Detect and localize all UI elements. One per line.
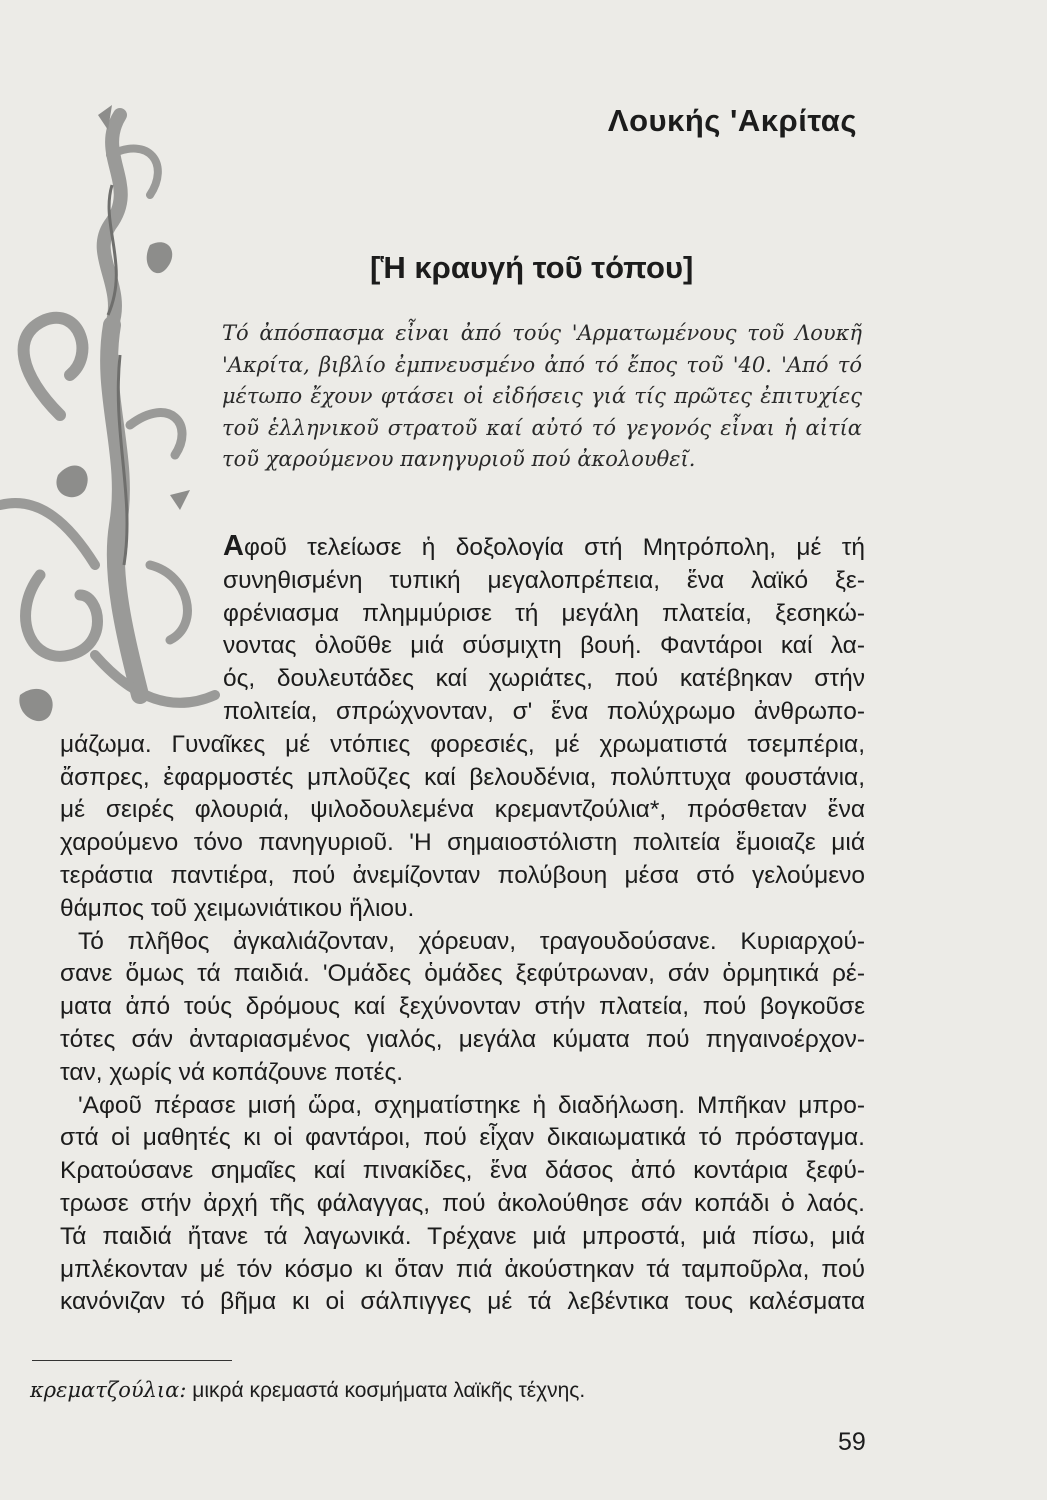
- text-line: 'Αφοῦ πέρασε μισή ὥρα, σχηματίστηκε ἡ διαδήλωση. Μπῆκαν μπρο-: [78, 1091, 865, 1119]
- footnote: [30, 1378, 585, 1403]
- text-line: ταν, χωρίς νά κοπάζουνε ποτές.: [60, 1058, 404, 1086]
- text-line: ἄσπρες, ἐφαρμοστές μπλοῦζες καί βελουδένια, πολύπτυχα φουστάνια,: [60, 763, 865, 791]
- text-line: μάζωμα. Γυναῖκες μέ ντόπιες φορεσιές, μέ χρωματιστά τσεμπέρια,: [60, 730, 865, 758]
- text-line: Τά παιδιά ἤτανε τά λαγωνικά. Τρέχανε μιά μπροστά, μιά πίσω, μιά: [60, 1222, 865, 1250]
- text-line: θάμπος τοῦ χειμωνιάτικου ἥλιου.: [60, 894, 415, 922]
- paragraph-3: [60, 1090, 865, 1320]
- drop-cap: Α: [223, 530, 244, 562]
- paragraph-2: [60, 926, 865, 1090]
- text-line: νοντας ὁλοῦθε μιά σύσμιχτη βουή. Φαντάροι καί λα-: [223, 632, 865, 660]
- text-line: κανόνιζαν τό βῆμα κι οἱ σάλπιγγες μέ τά λεβέντικα τους καλέσματα: [60, 1288, 865, 1316]
- text-line: μέ σειρές φλουριά, ψιλοδουλεμένα κρεμαντζούλια*, πρόσθεταν ἕνα: [60, 796, 865, 824]
- body-text: [60, 530, 865, 1319]
- footnote-divider: [32, 1360, 232, 1361]
- text-line: σανε ὅμως τά παιδιά. 'Ομάδες ὁμάδες ξεφύτρωναν, σάν ὁρμητικά ρέ-: [60, 960, 865, 988]
- text-line: συνηθισμένη τυπική μεγαλοπρέπεια, ἕνα λαϊκό ξε-: [223, 566, 865, 594]
- footnote-term: κρεματζούλια:: [30, 1378, 187, 1402]
- text-line: τρωσε στήν ἀρχή τῆς φάλαγγας, πού ἀκολούθησε σάν κοπάδι ὁ λαός.: [60, 1189, 865, 1217]
- section-title: [Ἡ κραυγή τοῦ τόπου]: [370, 250, 694, 285]
- text-line: [223, 530, 865, 565]
- text-line: ός, δουλευτάδες καί χωριάτες, πού κατέβηκαν στήν: [223, 665, 865, 693]
- text-line: τεράστια παντιέρα, πού ἀνεμίζονταν πολύβουη μέσα στό γελούμενο: [60, 861, 865, 889]
- text-line: Τό πλῆθος ἀγκαλιάζονταν, χόρευαν, τραγουδούσανε. Κυριαρχού-: [78, 927, 865, 955]
- text-line: μπλέκονταν μέ τόν κόσμο κι ὅταν πιά ἀκούστηκαν τά ταμποῦρλα, πού: [60, 1255, 865, 1283]
- paragraph-1: [60, 530, 865, 926]
- text-line: χαρούμενο τόνο πανηγυριοῦ. 'Η σημαιοστόλιστη πολιτεία ἔμοιαζε μιά: [60, 829, 865, 857]
- page-number: 59: [838, 1428, 866, 1456]
- footnote-text: μικρά κρεμαστά κοσμήματα λαϊκῆς τέχνης.: [192, 1379, 586, 1402]
- intro-note: Τό ἀπόσπασμα εἶναι ἀπό τούς 'Αρματωμένους τοῦ Λουκῆ 'Ακρίτα, βιβλίο ἐμπνευσμένο ἀπό τό ἔπος τοῦ '40. 'Από τό μέτωπο ἔχουν φτάσει οἱ εἰδήσεις γιά τίς πρῶτες ἐπιτυχίες τοῦ ἑλληνικοῦ στρατοῦ καί αὐτό τό γεγονός εἶναι ἡ αἰτία τοῦ χαρούμενου πανηγυριοῦ πού ἀκολουθεῖ.: [222, 321, 862, 471]
- text-line-rest: φοῦ τελείωσε ἡ δοξολογία στή Μητρόπολη, μέ τή: [243, 534, 865, 561]
- text-line: πολιτεία, σπρώχνονταν, σ' ἕνα πολύχρωμο ἀνθρωπο-: [223, 697, 865, 725]
- text-line: στά οἱ μαθητές κι οἱ φαντάροι, πού εἶχαν δικαιωματικά τό πρόσταγμα.: [60, 1124, 865, 1152]
- author-name: Λουκής 'Ακρίτας: [607, 103, 857, 138]
- text-line: Κρατούσανε σημαῖες καί πινακίδες, ἕνα δάσος ἀπό κοντάρια ξεφύ-: [60, 1157, 865, 1185]
- text-line: τότες σάν ἀνταριασμένος γιαλός, μεγάλα κύματα πού πηγαινοέρχον-: [60, 1025, 865, 1053]
- text-line: φρένιασμα πλημμύρισε τή μεγάλη πλατεία, ξεσηκώ-: [223, 599, 865, 627]
- text-line: ματα ἀπό τούς δρόμους καί ξεχύνονταν στήν πλατεία, πού βογκοῦσε: [60, 993, 865, 1021]
